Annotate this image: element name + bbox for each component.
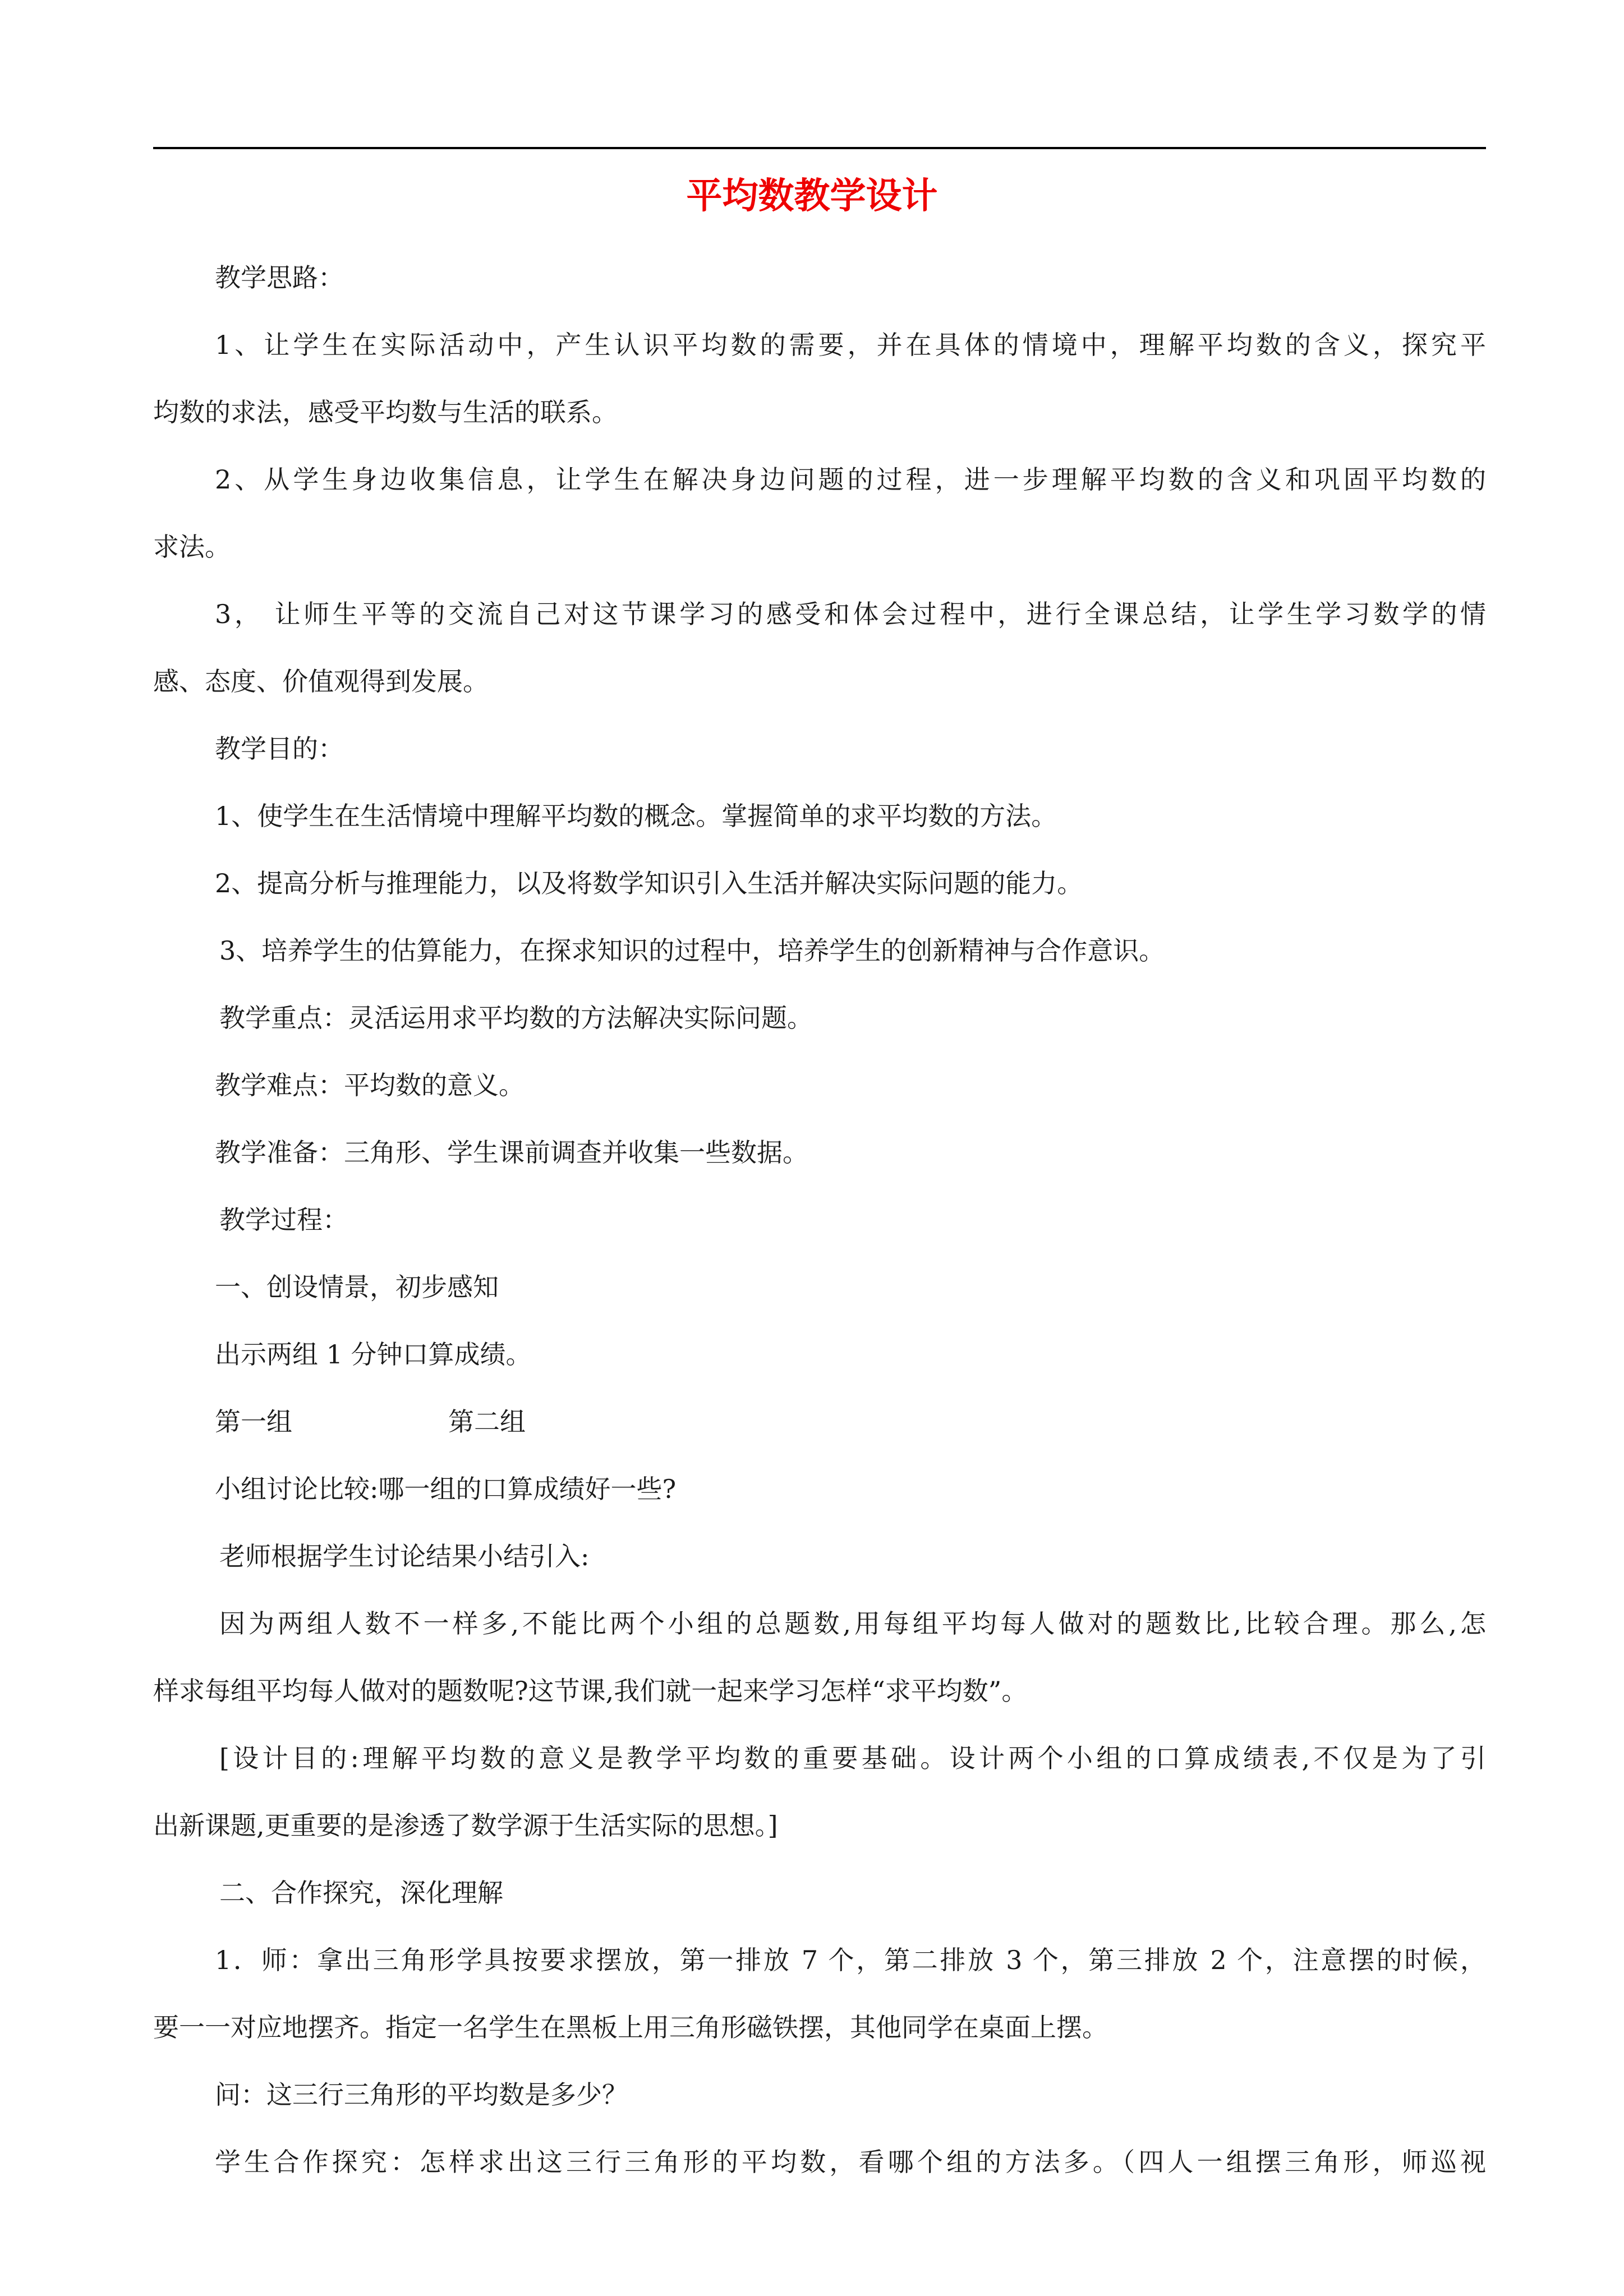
paragraph-line: 1．师：拿出三角形学具按要求摆放，第一排放 7 个，第二排放 3 个，第三排放 2 个，注意摆的时候， [215, 1945, 1486, 1975]
paragraph-line: 教学准备：三角形、学生课前调查并收集一些数据。 [215, 1137, 808, 1168]
design-note-line: 出新课题,更重要的是渗透了数学源于生活实际的思想。] [153, 1810, 778, 1841]
paragraph-line: 2、从学生身边收集信息，让学生在解决身边问题的过程，进一步理解平均数的含义和巩固平均数的 [215, 464, 1486, 495]
group-two-label: 第二组 [448, 1407, 526, 1437]
document-title: 平均数教学设计 [686, 176, 938, 217]
paragraph-line: 出示两组 1 分钟口算成绩。 [215, 1339, 532, 1370]
paragraph-line: 3， 让师生平等的交流自己对这节课学习的感受和体会过程中，进行全课总结，让学生学习数学的情 [215, 599, 1486, 629]
paragraph-line: 学生合作探究：怎样求出这三行三角形的平均数，看哪个组的方法多。（四人一组摆三角形，师巡视 [215, 2147, 1486, 2177]
paragraph-line: 感、态度、价值观得到发展。 [153, 666, 489, 697]
paragraph-line: 要一一对应地摆齐。指定一名学生在黑板上用三角形磁铁摆，其他同学在桌面上摆。 [153, 2012, 1108, 2043]
paragraph-heading: 教学目的： [215, 734, 344, 764]
paragraph-line: 2、提高分析与推理能力，以及将数学知识引入生活并解决实际问题的能力。 [215, 868, 1083, 898]
design-note-line: [设计目的:理解平均数的意义是教学平均数的重要基础。设计两个小组的口算成绩表,不仅是为了引 [219, 1743, 1486, 1773]
section-heading: 二、合作探究，深化理解 [219, 1878, 503, 1908]
paragraph-line: 求法。 [153, 532, 231, 562]
paragraph-heading: 教学过程： [219, 1205, 348, 1235]
section-heading: 一、创设情景，初步感知 [215, 1272, 499, 1302]
paragraph-line: 小组讨论比较:哪一组的口算成绩好一些? [215, 1474, 677, 1504]
paragraph-line: 3、培养学生的估算能力，在探求知识的过程中，培养学生的创新精神与合作意识。 [219, 935, 1165, 966]
paragraph-line: 因为两组人数不一样多,不能比两个小组的总题数,用每组平均每人做对的题数比,比较合理。那么,怎 [219, 1608, 1486, 1639]
group-labels [215, 1388, 1486, 1455]
paragraph-line: 问：这三行三角形的平均数是多少？ [215, 2080, 628, 2110]
paragraph-line: 1、让学生在实际活动中，产生认识平均数的需要，并在具体的情境中，理解平均数的含义，探究平 [215, 330, 1486, 360]
paragraph-line: 老师根据学生讨论结果小结引入: [219, 1541, 590, 1571]
header-rule [153, 147, 1486, 149]
paragraph-heading: 教学思路： [215, 262, 344, 293]
paragraph-line: 教学重点：灵活运用求平均数的方法解决实际问题。 [219, 1003, 813, 1033]
paragraph-line: 均数的求法，感受平均数与生活的联系。 [153, 397, 618, 427]
paragraph-line: 样求每组平均每人做对的题数呢?这节课,我们就一起来学习怎样“求平均数”。 [153, 1676, 1028, 1706]
group-one-label: 第一组 [215, 1407, 292, 1437]
paragraph-line: 1、使学生在生活情境中理解平均数的概念。掌握简单的求平均数的方法。 [215, 801, 1057, 831]
document-body [153, 244, 1486, 2196]
paragraph-line: 教学难点：平均数的意义。 [215, 1070, 525, 1100]
